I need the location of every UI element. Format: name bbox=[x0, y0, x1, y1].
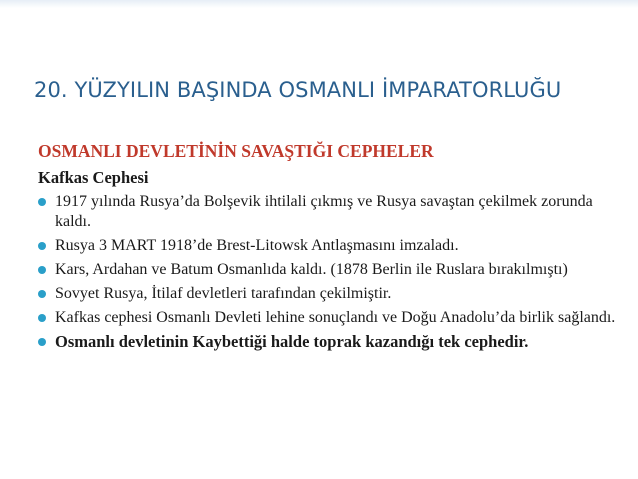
section-heading: Kafkas Cephesi bbox=[38, 168, 149, 187]
slide-content bbox=[38, 140, 618, 356]
bullet-icon bbox=[38, 266, 46, 274]
top-band bbox=[0, 0, 638, 8]
bullet-icon bbox=[38, 198, 46, 206]
bullet-item bbox=[38, 284, 618, 304]
bullet-text: Kafkas cephesi Osmanlı Devleti lehine sonuçlandı ve Doğu Anadolu’da birlik sağlandı. bbox=[55, 309, 616, 326]
bullet-item bbox=[38, 260, 618, 280]
bullet-text: Rusya 3 MART 1918’de Brest-Litowsk Antlaşmasını imzaladı. bbox=[55, 237, 459, 254]
bullet-icon bbox=[38, 290, 46, 298]
bullet-item bbox=[38, 308, 618, 328]
bullet-item bbox=[38, 192, 618, 232]
bullet-text: Osmanlı devletinin Kaybettiği halde toprak kazandığı tek cephedir. bbox=[55, 332, 529, 351]
bullet-text: Sovyet Rusya, İtilaf devletleri tarafından çekilmiştir. bbox=[55, 285, 392, 302]
bullet-icon bbox=[38, 242, 46, 250]
bullet-list bbox=[38, 192, 618, 352]
bullet-icon bbox=[38, 314, 46, 322]
bullet-text: Kars, Ardahan ve Batum Osmanlıda kaldı. (1878 Berlin ile Ruslara bırakılmıştı) bbox=[55, 261, 568, 278]
slide-subtitle: OSMANLI DEVLETİNİN SAVAŞTIĞI CEPHELER bbox=[38, 141, 434, 161]
bullet-text: 1917 yılında Rusya’da Bolşevik ihtilali çıkmış ve Rusya savaştan çekilmek zorunda kaldı. bbox=[55, 193, 593, 230]
bullet-item-emphasis bbox=[38, 332, 618, 352]
slide-title: 20. YÜZYILIN BAŞINDA OSMANLI İMPARATORLUĞU bbox=[34, 78, 562, 102]
bullet-item bbox=[38, 236, 618, 256]
bullet-icon bbox=[38, 338, 46, 346]
